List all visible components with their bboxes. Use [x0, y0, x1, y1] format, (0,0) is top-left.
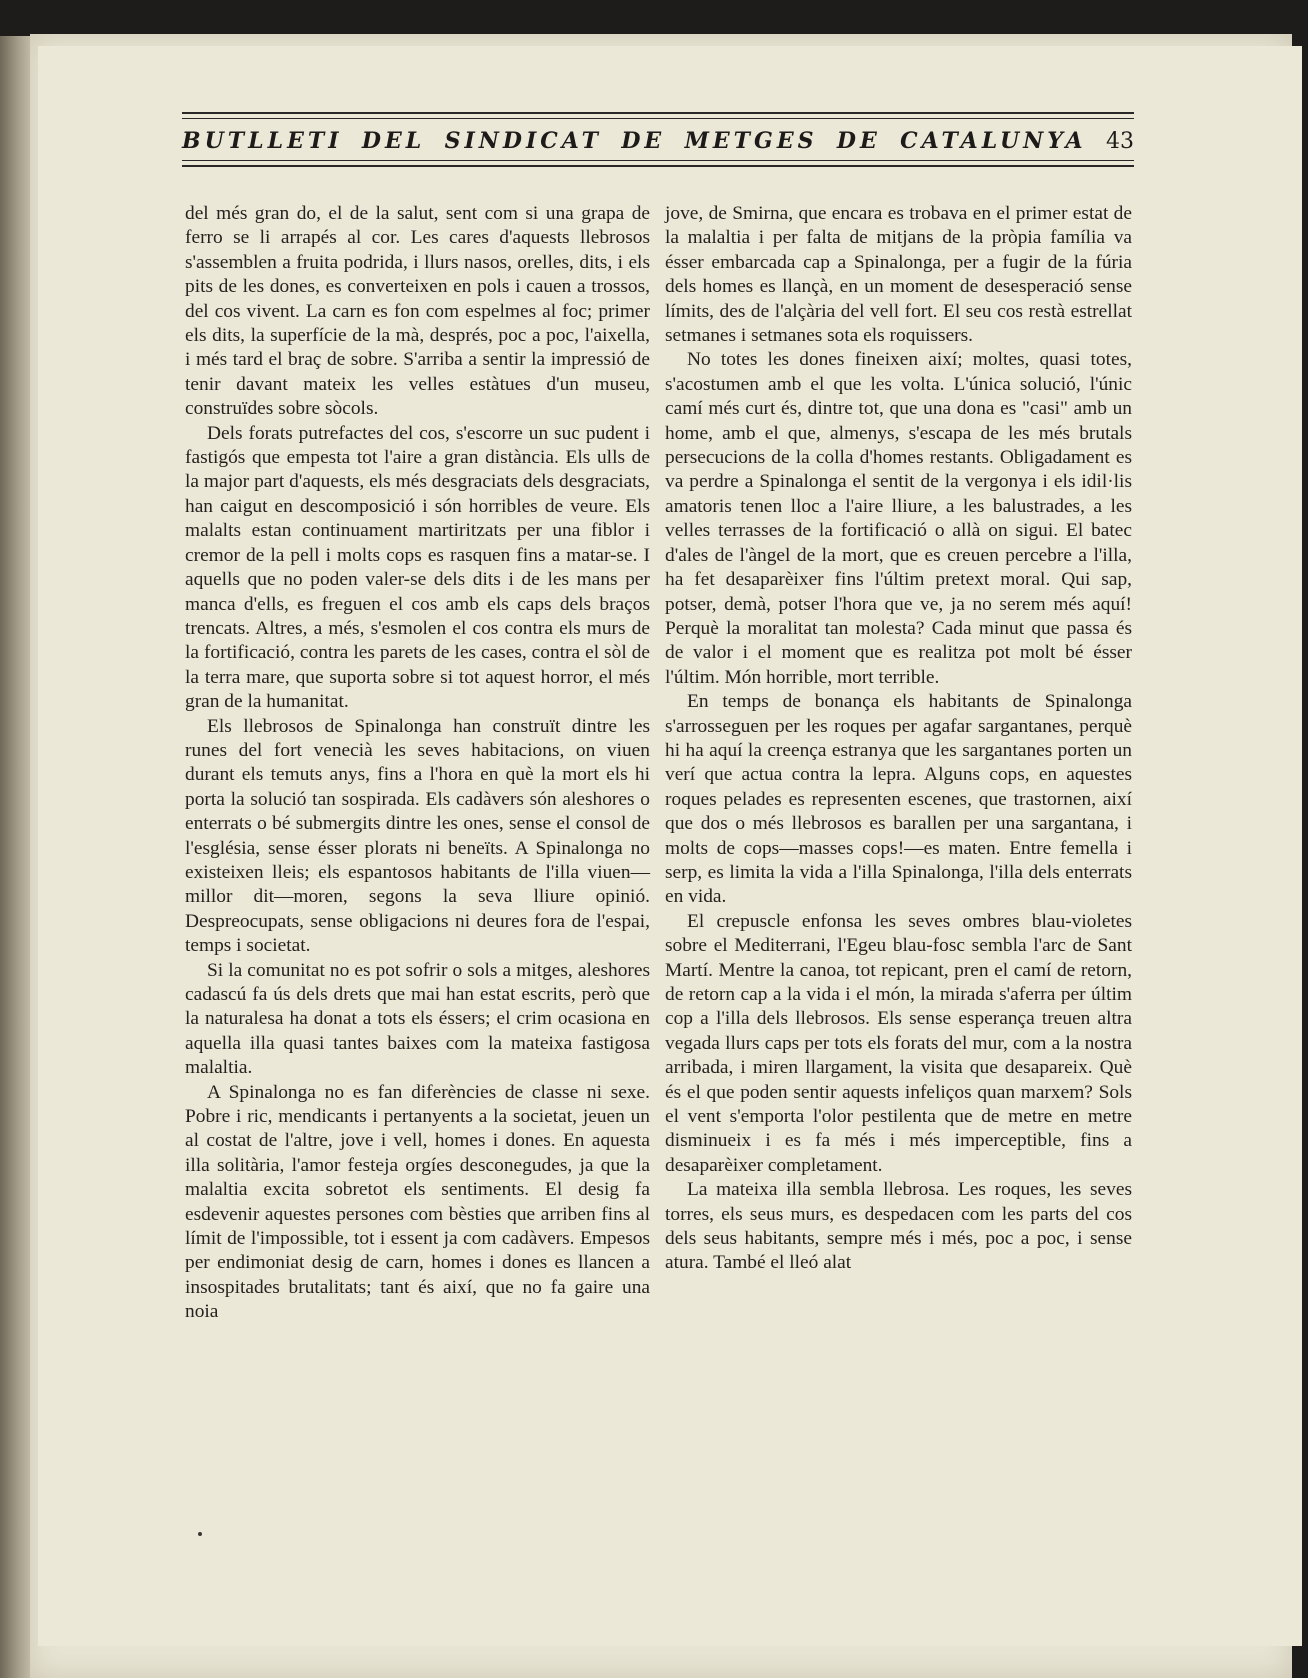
header-rule-top [182, 112, 1134, 114]
paragraph: Els llebrosos de Spinalonga han construït dintre les runes del fort venecià les seves habitacions, on viuen durant els temuts anys, fins a l'hora en què la mort els hi porta la solució tan sospirada. Els cadàvers són aleshores o enterrats o bé submergits dintre les ones, sense el consol de l'església, sense ésser plorats ni beneïts. A Spinalonga no existeixen lleis; els espantosos habitants de l'illa viuen—millor dit—moren, segons la seva lliure opinió. Despreocupats, sense obligacions ni deures fora de l'espai, temps i societat. [185, 715, 650, 957]
header-rule-bottom-thin [182, 160, 1134, 161]
left-text-column [185, 202, 650, 1325]
header-title [182, 126, 1134, 156]
header-rule-top-thin [182, 118, 1134, 119]
ink-speck [198, 1532, 202, 1536]
paragraph: En temps de bonança els habitants de Spinalonga s'arrosseguen per les roques per agafar sargantanes, perquè hi ha aquí la creença estranya que les sargantanes porten un verí que actua contra la lepra. Alguns cops, en aquestes roques pelades es representen escenes, que trastornen, així que dos o més llebrosos es barallen per una sargantana, i molts de cops—masses cops!—es maten. Entre femella i serp, es limita la vida a l'illa Spinalonga, l'illa dels enterrats en vida. [665, 691, 1132, 908]
page-number: 43 [1105, 128, 1134, 154]
right-text-column [665, 202, 1132, 1276]
header-word: DE [621, 128, 666, 154]
header-word: CATALUNYA [900, 128, 1087, 154]
book-spine-edge [0, 36, 34, 1678]
paragraph: La mateixa illa sembla llebrosa. Les roques, les seves torres, els seus murs, es despedacen com les parts del cos dels seus habitants, sempre més i més, poc a poc, i sense atura. També el lleó alat [665, 1179, 1132, 1274]
header-word: DE [836, 128, 881, 154]
header-word: SINDICAT [444, 128, 602, 154]
paragraph: No totes les dones fineixen així; moltes, quasi totes, s'acostumen amb el que les volta. L'única solució, l'únic camí més curt és, dintre tot, que una dona es "casi" amb un home, amb el que, almenys, s'escapa de les més brutals persecucions de la colla d'homes restants. Obligadament es va perdre a Spinalonga el sentit de la vergonya i els idil·lis amatoris tenen lloc a l'aire lliure, a les balustrades, a les velles terrasses de la fortificació o allà on sigui. El batec d'ales de l'àngel de la mort, que es creuen percebre a l'illa, ha fet desaparèixer fins l'últim pretext moral. Qui sap, potser, demà, potser l'hora que ve, ja no serem més aquí! Perquè la moralitat tan molesta? Cada minut que passa és de valor i el moment que es realitza pot molt bé ésser l'últim. Món horrible, mort terrible. [665, 349, 1132, 688]
paragraph: El crepuscle enfonsa les seves ombres blau-violetes sobre el Mediterrani, l'Egeu blau-fosc sembla l'arc de Sant Martí. Mentre la canoa, tot repicant, pren el camí de retorn, de retorn cap a la vida i el món, la mirada s'aferra per últim cop a l'illa dels llebrosos. Els sense esperança treuen altra vegada llurs caps per tots els forats del mur, com a la nostra arribada, i miren llargament, la visita que desapareix. Què és el que poden sentir aquests infeliços quan marxem? Sols el vent s'emporta l'olor pestilenta que de metre en metre disminueix i es fa més i més imperceptible, fins a desaparèixer completament. [665, 910, 1132, 1176]
paragraph: Dels forats putrefactes del cos, s'escorre un suc pudent i fastigós que empesta tot l'aire a gran distància. Els ulls de la major part d'aquests, els més desgraciats dels desgraciats, han caigut en descomposició i són horribles de veure. Els malalts estan continuament martiritzats per una fiblor i cremor de la pell i molts cops es rasquen fins a matar-se. I aquells que no poden valer-se dels dits i de les mans per manca d'ells, es freguen el cos amb els caps dels braços trencats. Altres, a més, s'esmolen el cos contra els murs de la fortificació, contra les parets de les cases, contra el sòl de la terra mare, que suporta sobre si tot aquest horror, el més gran de la humanitat. [185, 422, 650, 713]
header-word: METGES [684, 128, 818, 154]
header-word: DEL [361, 128, 426, 154]
paragraph: jove, de Smirna, que encara es trobava en el primer estat de la malaltia i per falta de mitjans de la pròpia família va ésser embarcada cap a Spinalonga, per a fugir de la fúria dels homes es llançà, en un moment de desesperació sense límits, des de l'alçària del vell fort. El seu cos restà estrellat setmanes i setmanes sota els roquissers. [665, 203, 1132, 347]
paragraph: A Spinalonga no es fan diferències de classe ni sexe. Pobre i ric, mendicants i pertanyents a la societat, jeuen un al costat de l'altre, jove i vell, homes i dones. En aquesta illa solitària, l'amor festeja orgíes desconegudes, ja que la malaltia excita sobretot els sentiments. El desig fa esdevenir aquestes persones com bèsties que arriben fins al límit de l'impossible, tot i essent ja com cadàvers. Empesos per endimoniat desig de carn, homes i dones es llancen a insospitades brutalitats; tant és així, que no fa gaire una noia [185, 1081, 650, 1323]
running-header [182, 112, 1134, 170]
header-rule-bottom [182, 165, 1134, 167]
paragraph: del més gran do, el de la salut, sent com si una grapa de ferro se li arrapés al cor. Les cares d'aquests llebrosos s'assemblen a fruita podrida, i llurs nasos, orelles, dits, i els pits de les dones, es converteixen en pols i cauen a trossos, del cos vivent. La carn es fon com espelmes al foc; primer els dits, la superfície de la mà, després, poc a poc, l'aixella, i més tard el braç de sobre. S'arriba a sentir la impressió de tenir davant mateix les velles estàtues d'un museu, construïdes sobre sòcols. [185, 203, 650, 420]
paragraph: Si la comunitat no es pot sofrir o sols a mitges, aleshores cadascú fa ús dels drets que mai han estat escrits, però que la naturalesa ha donat a tots els éssers; el crim ocasiona en aquella illa quasi tantes baixes com la mateixa fastigosa malaltia. [185, 959, 650, 1079]
header-word: BUTLLETI [182, 128, 343, 154]
